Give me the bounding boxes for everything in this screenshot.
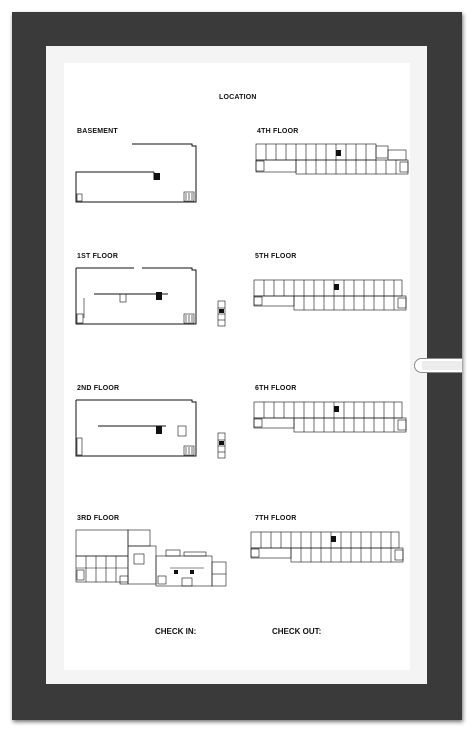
floor-label-7th: 7TH FLOOR [255,515,297,522]
floor-plan-1st [74,266,198,328]
floor-plan-5th [252,278,410,314]
floor-label-6th: 6TH FLOOR [255,385,297,392]
floor-label-basement: BASEMENT [77,128,118,135]
floor-label-4th: 4TH FLOOR [257,128,299,135]
floor-label-2nd: 2ND FLOOR [77,385,120,392]
floor-plan-3rd [74,528,228,592]
page-title: LOCATION [219,94,257,101]
floor-plan-1st-annex [217,300,227,328]
check-in-label: CHECK IN: [155,627,197,636]
floor-label-5th: 5TH FLOOR [255,253,297,260]
side-pull-tab-inner [422,361,462,370]
floor-plan-2nd [74,398,198,460]
floor-plan-4th [254,142,412,178]
floor-plan-7th [249,530,409,566]
floor-plan-2nd-annex [217,432,227,460]
floor-label-3rd: 3RD FLOOR [77,515,120,522]
side-pull-tab[interactable] [414,358,462,373]
floor-plan-6th [252,400,410,436]
check-out-label: CHECK OUT: [272,627,322,636]
floor-label-1st: 1ST FLOOR [77,253,119,260]
floor-plan-basement [74,142,198,206]
